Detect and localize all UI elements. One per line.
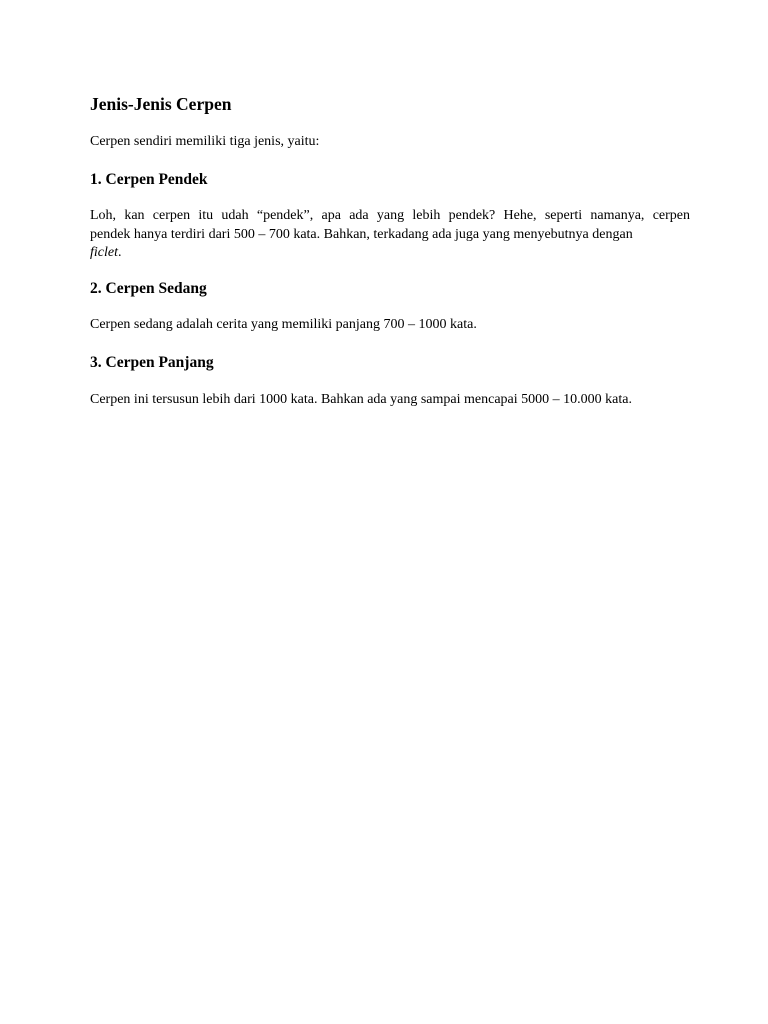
section-heading-cerpen-panjang: 3. Cerpen Panjang [90,354,214,371]
italic-term: ficlet [90,245,118,260]
paragraph-line: Loh, kan cerpen itu udah “pendek”, apa ada yang lebih pendek? Hehe, seperti namanya, cerpen [90,208,690,223]
section-paragraph-cerpen-panjang: Cerpen ini tersusun lebih dari 1000 kata. Bahkan ada yang sampai mencapai 5000 – 10.000 kata. [90,392,632,407]
paragraph-line: pendek hanya terdiri dari 500 – 700 kata. Bahkan, terkadang ada juga yang menyebutnya dengan [90,226,633,242]
end-punctuation: . [118,245,122,260]
document-title: Jenis-Jenis Cerpen [90,94,232,114]
paragraph-line [90,244,690,263]
intro-paragraph: Cerpen sendiri memiliki tiga jenis, yaitu: [90,134,320,149]
section-paragraph-cerpen-sedang: Cerpen sedang adalah cerita yang memiliki panjang 700 – 1000 kata. [90,317,477,332]
section-heading-cerpen-pendek: 1. Cerpen Pendek [90,171,208,188]
section-heading-cerpen-sedang: 2. Cerpen Sedang [90,280,207,297]
section-paragraph-cerpen-pendek [90,207,690,263]
